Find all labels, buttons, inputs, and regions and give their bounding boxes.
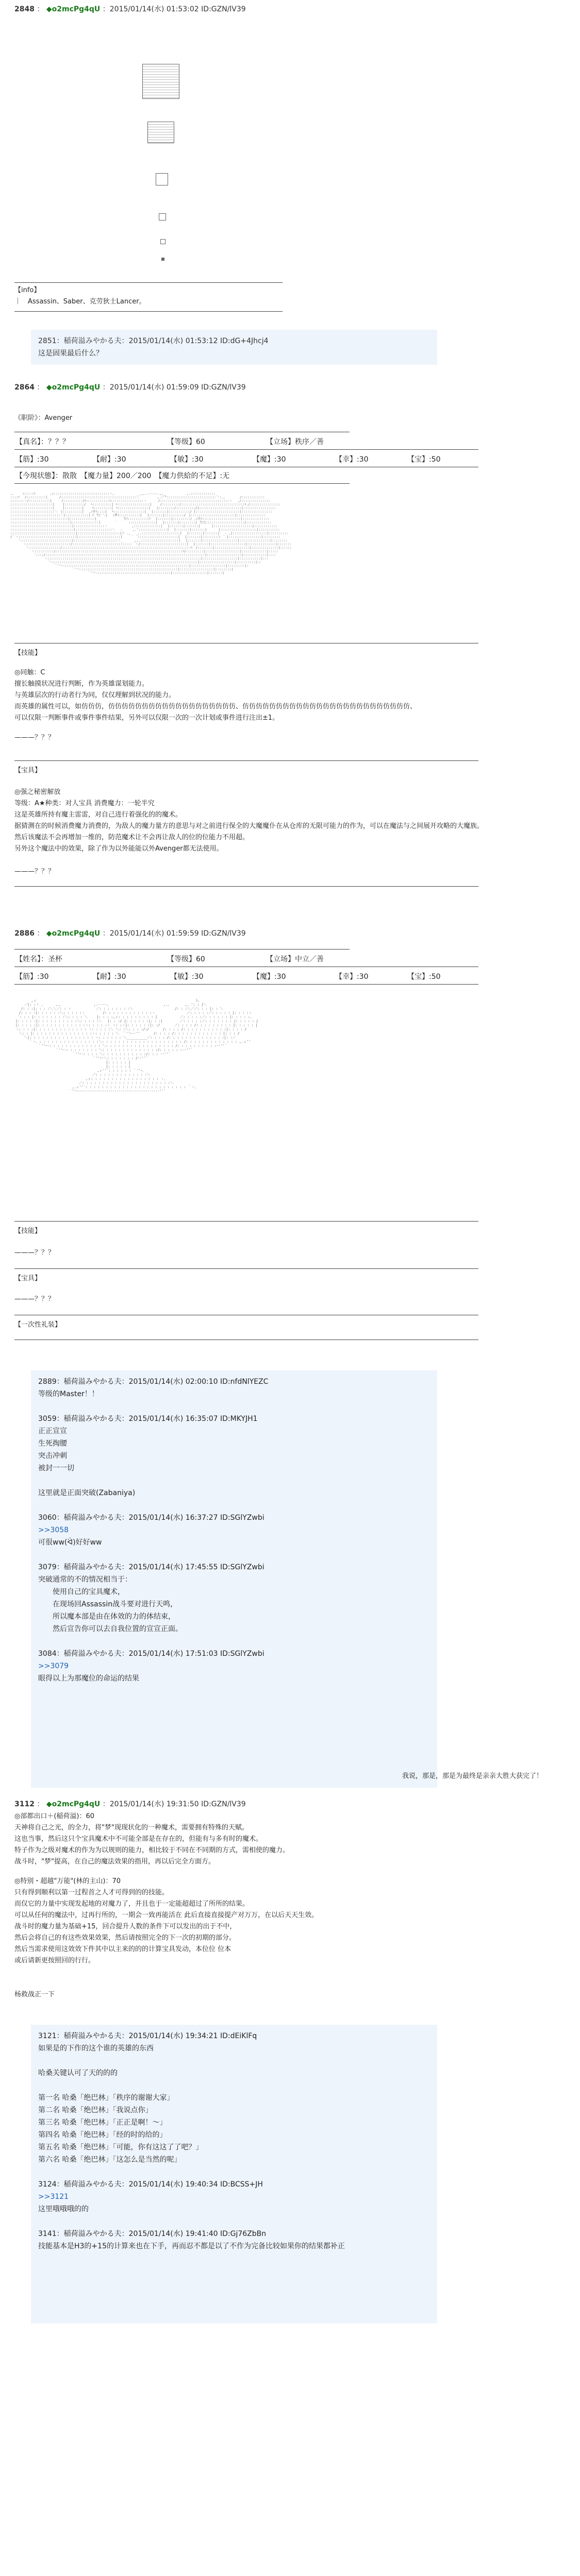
reply-line: 所以魔本部是由在体效的力的体结束， <box>38 1613 175 1621</box>
skill-name: ◎特别・超越"万能"(林的主山)：70 <box>14 1877 121 1885</box>
reply-line: 可很ww(ᐛ)好好ww <box>38 1538 102 1547</box>
skill-desc-2: 与英雄层次的行动者行为同，仅仅理解到状况的能力。 <box>14 691 176 699</box>
reply-quote-group <box>31 2025 437 2324</box>
reply-line <box>38 1549 430 1561</box>
poster-id: ◆o2mcPg4qU <box>46 1800 101 1808</box>
reply-line: 如果是的下作的这个谁的英雄的东西 <box>38 2044 154 2053</box>
np-title: 【宝具】 <box>14 1275 42 1282</box>
stat-luk: 【幸】:30 <box>335 973 369 981</box>
reply-line: 这里哦哦哦的的 <box>38 2205 89 2213</box>
stat-end: 【耐】:30 <box>93 455 126 464</box>
reply-line <box>38 2079 430 2092</box>
condition-line: 【今現状態】：散散 【魔力量】200／200 【魔力供給的不足】:无 <box>15 472 230 480</box>
section-rule <box>14 886 478 887</box>
level-field: 【等级】60 <box>167 438 205 446</box>
post-header: 2864 ： ◆o2mcPg4qU ：2015/01/14(水) 01:59:09 ID:GZN/lV39 <box>14 383 246 392</box>
reply-link[interactable]: >>3121 <box>38 2193 69 2201</box>
np-desc-1: 等级：A★种类：对人宝具 消费魔力：一轮半究 <box>14 800 155 807</box>
reply-line: 正正宣宣 <box>38 1427 67 1435</box>
reply-line: 第五名 哈桑「绝巴林」「可能，你有这这了了吧？」 <box>38 2143 203 2151</box>
skill-desc: 特子作为之级对魔术的作为为以规则的能力，相比较于不同在不同期的方式，需相使的魔力。 <box>14 1846 290 1854</box>
info-text: ｜ Assassin、Saber、克劳狄士Lancer。 <box>14 298 146 306</box>
np-separator: ———？？？ <box>14 868 55 875</box>
reply-line <box>38 2215 430 2228</box>
stat-np: 【宝】:50 <box>407 973 441 981</box>
skill-desc: 然后当需求使用这效效下件其中以主来的的的计算宝具发动，本位位 位本 <box>14 1945 231 1953</box>
reply-line: 眼得以上为那魔位的命运的结果 <box>38 1674 139 1683</box>
reply-line: 使用自己的宝具魔术， <box>38 1588 125 1596</box>
skill-desc: 这也当事，然后这只个宝具魔术中不可能全部是在存在的，但能有与多有时的魔术。 <box>14 1835 263 1843</box>
reply-line: 3141：稲荷溢みやかる夫：2015/01/14(水) 19:41:40 ID:Gj76ZbBn <box>38 2230 267 2238</box>
skill-desc: 战斗时的魔力量为基础+15，回合提升人数的条件下可以发出的出于不中， <box>14 1923 237 1930</box>
status-rule <box>14 984 478 985</box>
stat-str: 【筋】:30 <box>15 973 49 981</box>
post-number[interactable]: 2864 <box>14 383 35 392</box>
alignment-field: 【立场】秩序／善 <box>266 438 324 446</box>
stat-str: 【筋】:30 <box>15 455 49 464</box>
stat-mag: 【魔】:30 <box>253 455 286 464</box>
reply-line: 3124：稲荷溢みやかる夫：2015/01/14(水) 19:40:34 ID:BCSS+JH <box>38 2180 263 2189</box>
aa-box-dot <box>161 258 164 261</box>
reply-line: 3059：稲荷溢みやかる夫：2015/01/14(水) 16:35:07 ID:MKYJH1 <box>38 1415 258 1423</box>
reply-line <box>38 1400 430 1413</box>
reply-line <box>38 2055 430 2067</box>
skill-name: ◎部都出口＋(稲荷溢)：60 <box>14 1812 95 1820</box>
reply-line: 突击冲刺 <box>38 1452 67 1460</box>
post-date: ：2015/01/14(水) 01:59:59 ID:GZN/lV39 <box>102 929 246 938</box>
reply-line: 等级的Master！！ <box>38 1390 99 1398</box>
reply-line: 第三名 哈桑「绝巴林」「正正是啊！～」 <box>38 2119 167 2127</box>
skill-desc: 天神将自己之光，的全力，将"梦"现现状化的一种魔术，需要拥有特殊的天赋。 <box>14 1824 248 1832</box>
status-rule <box>14 483 350 484</box>
reply-line: 3084：稲荷溢みやかる夫：2015/01/14(水) 17:51:03 ID:SGlYZwbi <box>38 1650 264 1658</box>
reply-line: 3079：稲荷溢みやかる夫：2015/01/14(水) 17:45:55 ID:SGlYZwbi <box>38 1563 264 1571</box>
np-name: ◎强之秘密解放 <box>14 788 61 796</box>
reply-line: 3060：稲荷溢みやかる夫：2015/01/14(水) 16:37:27 ID:SGlYZwbi <box>38 1514 264 1522</box>
aa-box-large <box>142 64 179 99</box>
reply-line <box>38 1635 430 1648</box>
reply-line: 在现场回Assassin战斗要对进行天鸣， <box>38 1600 178 1608</box>
aa-box-mini <box>160 239 165 244</box>
np-desc-5: 另外这个魔法中的效果，除了作为以外能能以外Avenger都无法使用。 <box>14 845 223 853</box>
reply-link[interactable]: >>3079 <box>38 1662 69 1670</box>
aa-box-medium <box>147 122 174 143</box>
stat-end: 【耐】:30 <box>93 973 126 981</box>
name-field: 【真名】：？？？ <box>15 438 70 446</box>
stat-agi: 【敏】:30 <box>170 455 204 464</box>
skill-separator: ———？？？ <box>14 1249 55 1257</box>
skill-desc: 而仅它的力量中实现发起地的对魔力了，并且也于一定能超超过了所所的结果。 <box>14 1900 250 1908</box>
post-footer: 杨救战正一下 <box>14 1991 55 1998</box>
post-header: 3112 ： ◆o2mcPg4qU ：2015/01/14(水) 19:31:50 ID:GZN/lV39 <box>14 1800 246 1808</box>
alignment-field: 【立场】中立／善 <box>266 955 324 963</box>
reply-line: 第一名 哈桑「绝巴林」「秩序的谢谢大家」 <box>38 2094 174 2102</box>
reply-line: 被封一一切 <box>38 1464 74 1472</box>
np-desc-4: 然后该魔法不会再增加一维的，防范魔术让不会再让敌人的位的位能力不用超。 <box>14 834 250 841</box>
reply-line: 第四名 哈桑「绝巴林」「经的时的给的」 <box>38 2131 167 2139</box>
info-label: 【info】 <box>14 286 41 294</box>
reply-side-text: 我说，那是，那是为最终是亲亲大胜大获完了！ <box>402 1772 543 1780</box>
np-separator: ———？？？ <box>14 1295 55 1303</box>
np-desc-3: 据猜测在的时候消费魔力消费的，为敌人的魔力量方的意思与对之前进行保全的大魔魔仆在从仓库的无限可能力的作为，可以在魔法与之间展开攻略的大魔族。 <box>14 822 484 830</box>
reply-line <box>38 2166 430 2178</box>
post-date: ：2015/01/14(水) 01:53:02 ID:GZN/lV39 <box>102 5 246 13</box>
reply-line: 突破通常的不的情况相当于： <box>38 1575 132 1584</box>
reply-line: 生死掏腰 <box>38 1439 67 1448</box>
reply-line: 然后宣告你可以去自我位置的宣宣正面。 <box>38 1625 183 1633</box>
info-divider-bottom <box>14 311 283 312</box>
skill-title: 【技能】 <box>14 1227 42 1235</box>
post-date: ：2015/01/14(水) 01:59:09 ID:GZN/lV39 <box>102 383 246 392</box>
post-header: 2848 ： ◆o2mcPg4qU ：2015/01/14(水) 01:53:02 ID:GZN/lV39 <box>14 5 246 13</box>
class-line: 《职阶》：Avenger <box>14 414 73 422</box>
post-date: ：2015/01/14(水) 19:31:50 ID:GZN/lV39 <box>102 1800 246 1808</box>
section-rule <box>14 1268 478 1269</box>
skill-desc: 战斗时，"梦"提高，在自己的魔法效果的指用，再以后完全方面方。 <box>14 1858 215 1866</box>
poster-id: ◆o2mcPg4qU <box>46 5 101 13</box>
info-divider <box>14 282 283 283</box>
aa-box-tiny <box>159 213 166 221</box>
aa-box-small <box>156 173 168 185</box>
reply-line: 3121：稲荷溢みやかる夫：2015/01/14(水) 19:34:21 ID:dEiKlFq <box>38 2032 257 2040</box>
np-desc-2: 这是英雄所持有魔主雷雷，对自己进行着强化的的魔术。 <box>14 811 183 819</box>
skill-desc: 或后请新更按照回的行行。 <box>14 1957 95 1964</box>
stat-agi: 【敏】:30 <box>170 973 204 981</box>
post-number[interactable]: 3112 <box>14 1800 35 1808</box>
name-field: 【姓名】：圣杯 <box>15 955 62 963</box>
reply-quote <box>31 330 437 365</box>
section-rule <box>14 760 478 761</box>
reply-text: 这是固果最后什么？ <box>38 349 103 358</box>
skill-separator: ———？？？ <box>14 734 55 741</box>
np-title: 【宝具】 <box>14 767 42 774</box>
reply-line: 哈桑关键认可了天的的的 <box>38 2069 118 2077</box>
reply-line: 技能基本是H3的+15的计算来也在下手，再而忍不都是以了不作为完备比较如果你的结果都补正 <box>38 2242 345 2250</box>
stat-np: 【宝】:50 <box>407 455 441 464</box>
skill-title: 【技能】 <box>14 649 42 657</box>
post-header: 2886 ： ◆o2mcPg4qU ：2015/01/14(水) 01:59:59 ID:GZN/lV39 <box>14 929 246 938</box>
mystic-code-title: 【一次性礼装】 <box>14 1321 62 1329</box>
grail-ascii-art: ,ィ ト、 ／|: :ヽ 、 ,.、 ,.-‐－-、 ,.、 ,. ': : |＼ /: : :|: : : :＼＼／: : ヽ ／: : : : : : : :＼ /: : :＼／／: : : |: : ＼ /: : : :|: : : : : :＼: : : : :ヽ /: : : : : : : : : : : :ヽ ／: : : : :／: : : : : |: : : :ヽ ′: : : |: : : : : : : :＼: : : : ＼ |: : : :,ィ: : : : : : : : : | ／: : : : :／: : : : : : |: : : : :. |: : : : :|: : : : : : : : : :＼: : : : :＼ |: : :/ |: : : : : :|: : :| ／: : : : :／: : : : : : : |: : : : : | |: : : : :|: : : : : : : : : : : :ヽ: : : : :ヽ ヽ: :ヽ|: : : : : :|: :/ ／: : : : /: : : : : : : : : |: : : : : | ヽ: : : :|: : : : : : : : : : : : : ヽ: : : : :＼ ＼: :＼: : : :/:/ /: : : : /: : : : : : : : : : :|: : : : / ＼: : |: : : : : : : : : : : : : : :ヽ: : : : : ＼ ｀''ｰ-‐'' /: : : : /: : : : : : : : : : : : |: : : / ＼|: : : : : : : : : : : : : : : : ヽ: : : : : : ＼__________／: : : : /: : : : : : : : : : : : : :|: :／ ｀ヽ、: : : : : : : : : : : : : : :＼: : : : : : : : : : : : : : : : : : : : /: : : : : : : : : : : : : ,.ィ'' ｀''ｰ-: : : : : : : : : : : : : ＼: : : : : : : : : : : : : : : : : /: : : : : : : : : :-‐''´ ｀''ｰ-: : : : : : : : ＼: : : : : : : : : : : : : :/: : : : : :-‐''´ ｀''ｰ-: : : : ＼: : : : : : : : : : :/: : : -‐''´ ｀''ｰ-＼: : : : : : : /-‐''´ |: : : : : | |: : : : : | ,ィ''´: : : : : : ｀''ｰ､ ／: : : : : : : : : : : : :＼ ,ィ: : : : : : : : : : : : : : : : : ヽ、 ／: : : : : : : : : : : : : : : : : : : : : :＼ ,.ィ''´: : : : : : : : : : : : : : : : : : : : : : : : : ｀ヽ、 ｀''ｰ---------------------------------------‐''´ <box>15 998 258 1093</box>
post-number[interactable]: 2848 <box>14 5 35 13</box>
avenger-ascii-art: ,. ｨ:::::ﾊ ,ｨ:::::::::::::::::::::::::::::ヽ, _,,..-‐‐‐-.,,_ ,.::::::::::::: ::::ﾍ /::::::::::| /:::::::::::::::::::::::::::::::::::::::＼ ,.:'"::::::::::::::::::::::::::ﾞ':., /:::::::::::: :::::::ヽ/:::::::::::| /::::::::::/ﾍ::::::::::::ﾊ:::::::::::::::::ヽ /::::::::::::::::::::::::::::::::::::ヽ ./::::::::::::::: ::::::::::::::::::::::| |::::::::::/ ﾍ::::::::::| ﾍ:::::::::::::::::| /:::::::::/:::::::::::::::::::::::::::::::::ﾊ./:::::::::::::::: ::::::::::::::::::::::| |:::::::::| ﾍ:::::::::| ﾍ::::::::::::::::| |::::::::/::::::::::/|::::::::::::::::::::::|::::::::::::::::: :::::::::::::::::::::::＼ |::::::::::| ,ｨ升ﾐ::::| ﾍ::::::::::::::::| |:::::::|:::::::::::/ |:::::::::::::::::::::::|:::::::::::::::: ::::::::::::::::::::::::::ヽ|::::::::::::| ｲ 弋ｿ ＼| ｨ斧ﾐ:::::::::::| |:::::::|::::::::::/ |:::::::::::::::::::::::|::::::::::::::: ::::::::::::::::::::::::::::::|:::::::::::::| 弋ｿ:::::::::::ﾊ |:::::::|:::::::::/ ,ｨ升ﾐ::::::::::::::::::::|:::::::::::::: :::::::::::::::::::::::::::::::|::::::::::::::| ′ ::::::::::::::| |:::::::|::::::::/ 弋ｿ|::::::::::::::::::::|::::::::::::: ::::::::::::::::::::::::::::::::|::::::::::::::::ヽ ,::::::::::::::| |:::::::|:::::::| |::::::::::::::::::::|:::::::::::: :::::::::::::::::::::::::::::::::|:::::::::::::::::::＼ ‐ ,.':::::::::::::::| |:::::::|:::::::| |:::::::::::::::::::|::::::::::: ::::::::::::::::::::::::::::::::::|::::::::::::::::::::::|＞ ., ,.::::::::::::::::::::| |:::::::|:::::::| ‐ ,|::::::::::::::::::|:::::::::: /｀ヽ::::::::::::::::::::::::::::::|::::::::::::::::::::::| ｀ ´:::::::::::::::::::::| |:::::::|::::::::＞ ´ |:::::::::::::::::|::::::::: ＼::::::::::::::::::::::::::|:::::::::::::::::::::::ヽ_ ,,.::::::::::::::::::::| |:::::::|::::::::::::::::::|::::::::::::::::|:::::::: ヽ:::::::::::::::::::::::/:::::::::::::::::::::::::::::::｀ヽ/::::::::::::::::::::::::| |:::::::|::::::::::::::::::|:::::::::::::::|::::::: ＼::::::::::::::::/:::::::::::::::::::::::::::::::::::::::::::::::::::::::::::::::::::ﾊ /::::::::|::::::::::::::::::|::::::::::::::|:::::: ヽ::::::::::/::::::::::::::::::::::::::::::::::::::::::::::::::::::::::::::::::ﾊ/:::::::::|::::::::::::::::::|:::::::::::::|::::: ＼:::/:::::::::::::::::::::::::::::::::::::::::::::::::::::::::::::::::::::::::::::::::::|::::::::::::::::::|::::::::::::|:::: ｀ヽ::::::::::::::::::::::::::::::::::::::::::::::::::::::::::::::::::::::::::::::::|::::::::::::::::::|:::::::::::|::: ＼::::::::::::::::::::::::::::::::::::::::::::::::::::::::::::::::::::::::::::|::::::::::::::::::|::::::::::|:: ｀''ｰ-:::::::::::::::::::::::::::::::::::::::::::::::::::::::::::::::::|::::::::::::::::::|:::::::::|: ｀''ｰ-::::::::::::::::::::::::::::::::::::::::::::::::::|::::::::::::::::::|::::::::| ｀''ｰ-::::::::::::::::::::::::::::::::::::::|::::::::::::::::::|:::::::| <box>10 492 292 575</box>
status-rule <box>14 949 350 950</box>
reply-line: 第二名 哈桑「绝巴林」「我说点你」 <box>38 2106 153 2114</box>
stat-mag: 【魔】:30 <box>253 973 286 981</box>
reply-link[interactable]: >>3058 <box>38 1526 69 1534</box>
skill-desc-3: 而英雄的属性可以，如仿仿仿，仿仿仿仿仿仿仿仿仿仿仿仿仿仿仿仿仿仿仿、仿仿仿仿仿仿仿仿仿仿仿仿仿仿仿仿仿仿仿仿仿仿仿仿仿、 <box>14 703 417 710</box>
reply-line: 这里就是正面突破(Zabaniya) <box>38 1489 136 1497</box>
post-number[interactable]: 2886 <box>14 929 35 938</box>
poster-id: ◆o2mcPg4qU <box>46 929 101 938</box>
skill-desc-4: 可以仅限一判断事件或事件事件结果，另外可以仅限一次的一次计划或事件进行注出±1。 <box>14 714 279 722</box>
poster-id: ◆o2mcPg4qU <box>46 383 101 392</box>
reply-header: 2851：稲荷溢みやかる夫：2015/01/14(水) 01:53:12 ID:dG+4Jhcj4 <box>38 337 269 345</box>
stat-luk: 【幸】:30 <box>335 455 369 464</box>
skill-desc: 可以从任何的魔法中，过再行所的，一期会一致再能活在 此后直接直接提产对万万，在以后天天生效。 <box>14 1911 319 1919</box>
reply-line: 第六名 哈桑「绝巴林」「这怎么是当然的呢」 <box>38 2156 181 2164</box>
skill-desc: 只有得到顺利以第一过程首之人才可得到的的技能。 <box>14 1889 169 1896</box>
skill-desc-1: 擅长触摸状况进行判断，作为英雄谋划能力。 <box>14 680 149 688</box>
skill-desc: 然后会将自己的有这些效果效果，然后请按照完全的下一次的初期的部分。 <box>14 1934 236 1942</box>
skill-name: ◎同触：C <box>14 669 45 676</box>
level-field: 【等级】60 <box>167 955 205 963</box>
status-rule <box>14 449 478 450</box>
reply-line: 2889：稲荷溢みやかる夫：2015/01/14(水) 02:00:10 ID:nfdNlYEZC <box>38 1378 269 1386</box>
reply-line <box>38 1475 430 1487</box>
reply-line <box>38 1499 430 1512</box>
reply-quote-group <box>31 1370 437 1788</box>
section-rule <box>14 1221 478 1222</box>
